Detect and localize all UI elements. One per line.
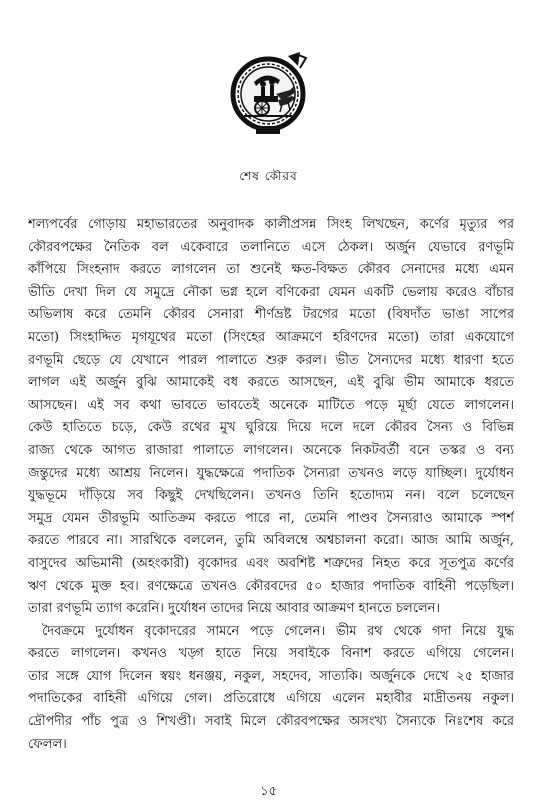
text-line: কাঁপিয়ে সিংহনাদ করতে লাগলেন তা শুনেই ক্ষত-বিক্ষত কৌরব সেনাদের মধ্যে এমন xyxy=(28,262,514,278)
text-line: ভীতি দেখা দিল যে সমুদ্রে নৌকা ভগ্ন হলে বণিকেরা যেমন একটি ভেলায় করেও বাঁচার xyxy=(28,284,514,300)
text-line: তারা রণভূমি ত্যাগ করেনি। দুর্যোধন তাদের নিয়ে আবার আক্রমণ হানতে চললেন। xyxy=(28,601,441,617)
text-line: আসছেন। এই সব কথা ভাবতে ভাবতেই অনেকে মাটিতে পড়ে মূর্ছা যেতে লাগলেন। xyxy=(28,397,514,413)
chariot-emblem-icon xyxy=(230,46,310,138)
text-line: তার সঙ্গে যোগ দিলেন স্বয়ং ধনঞ্জয়, নকুল, সহদেব, সাত্যকি। অর্জুনকে দেখে ২৫ হাজার xyxy=(28,668,514,684)
text-line: সমুদ্র যেমন তীরভূমি আতিক্রম করতে পারে না, তেমনি পাণ্ডব সৈন্যরাও আমাকে স্পর্শ xyxy=(28,510,514,526)
text-line: শল্যপর্বের গোড়ায় মহাভারতের অনুবাদক কালীপ্রসন্ন সিংহ লিখছেন, কর্ণের মৃত্যুর পর xyxy=(28,217,514,232)
text-line: ফেলল। xyxy=(28,736,67,752)
text-line: দৈবক্রমে দুর্যোধন বৃকোদরের সামনে পড়ে গেলেন। ভীম রথ থেকে গদা নিয়ে যুদ্ধ xyxy=(42,623,514,639)
text-line: লাগল এই অর্জুন বুঝি আমাকেই বধ করতে আসছেন, এই বুঝি ভীম আমাকে ধরতে xyxy=(28,375,514,391)
text-line: পদাতিকের বাহিনী এগিয়ে গেল। প্রতিরোধে এগিয়ে এলেন মহাবীর মাদ্রীতনয় নকুল। xyxy=(28,691,514,707)
text-line: ঋণ থেকে মুক্ত হব। রণক্ষেত্রে তখনও কৌরবদের ৫০ হাজার পদাতিক বাহিনী পড়েছিল। xyxy=(28,578,514,594)
text-line: কেউ হাতিতে চড়ে, কেউ রথের মুখ ঘুরিয়ে দিয়ে দলে দলে কৌরব সৈন্য ও বিভিন্ন xyxy=(28,420,514,436)
paragraph xyxy=(28,214,514,621)
page-number: ১৫ xyxy=(260,784,277,799)
text-line: বাসুদেব অভিমানী (অহংকারী) বৃকোদর এবং অবশিষ্ট শত্রুদের নিহত করে সূতপুত্র কর্ণের xyxy=(28,555,514,571)
text-line: করতে লাগলেন। কখনও খড়্গ হাতে নিয়ে সবাইকে বিনাশ করতে এগিয়ে গেলেন। xyxy=(28,646,514,662)
text-line: রণভূমি ছেড়ে যে যেখানে পারল পালাতে শুরু করল। ভীত সৈন্যদের মধ্যে ধারণা হতে xyxy=(28,352,514,368)
text-line: মতো) সিংহাদ্দিত মৃগযূথের মতো (সিংহের আক্রমণে হরিণদের মতো) তারা একযোগে xyxy=(28,329,514,345)
text-line: করতে পারবে না। সারথিকে বললেন, তুমি অবিলম্বে অশ্বচালনা করো। আজ আমি অর্জুন, xyxy=(28,533,514,549)
text-line: অভিলাষ করে তেমনি কৌরব সেনারা শীর্ণভ্রষ্ট টরগের মতো (বিষদাঁত ভাঙা সাপের xyxy=(28,307,514,323)
chapter-title: শেষ কৌরব xyxy=(239,169,298,183)
text-line: যুদ্ধভূমে দাঁড়িয়ে সব কিছুই দেখছিলেন। তখনও তিনি হতোদ্যম নন। বলে চলেছেন xyxy=(28,488,514,504)
paragraph xyxy=(28,621,514,757)
text-line: কৌরবপক্ষের নৈতিক বল একেবারে তলানিতে এসে ঠেকল। অর্জুন যেভাবে রণভূমি xyxy=(28,239,514,255)
text-line: জন্তুদের মধ্যে আশ্রয় নিলেন। যুদ্ধক্ষেত্রে পদাতিক সৈন্যরা তখনও লড়ে যাচ্ছিল। দুর্যোধন xyxy=(28,465,514,481)
body-text xyxy=(28,214,514,756)
text-line: দ্রৌপদীর পাঁচ পুত্র ও শিখণ্ডী। সবাই মিলে কৌরবপক্ষের অসংখ্য সৈন্যকে নিঃশেষ করে xyxy=(28,714,514,730)
text-line: রাজ্য থেকে আগত রাজারা পালাতে লাগলেন। অনেকে নিকটবর্তী বনে তস্কর ও বন্য xyxy=(28,442,514,458)
